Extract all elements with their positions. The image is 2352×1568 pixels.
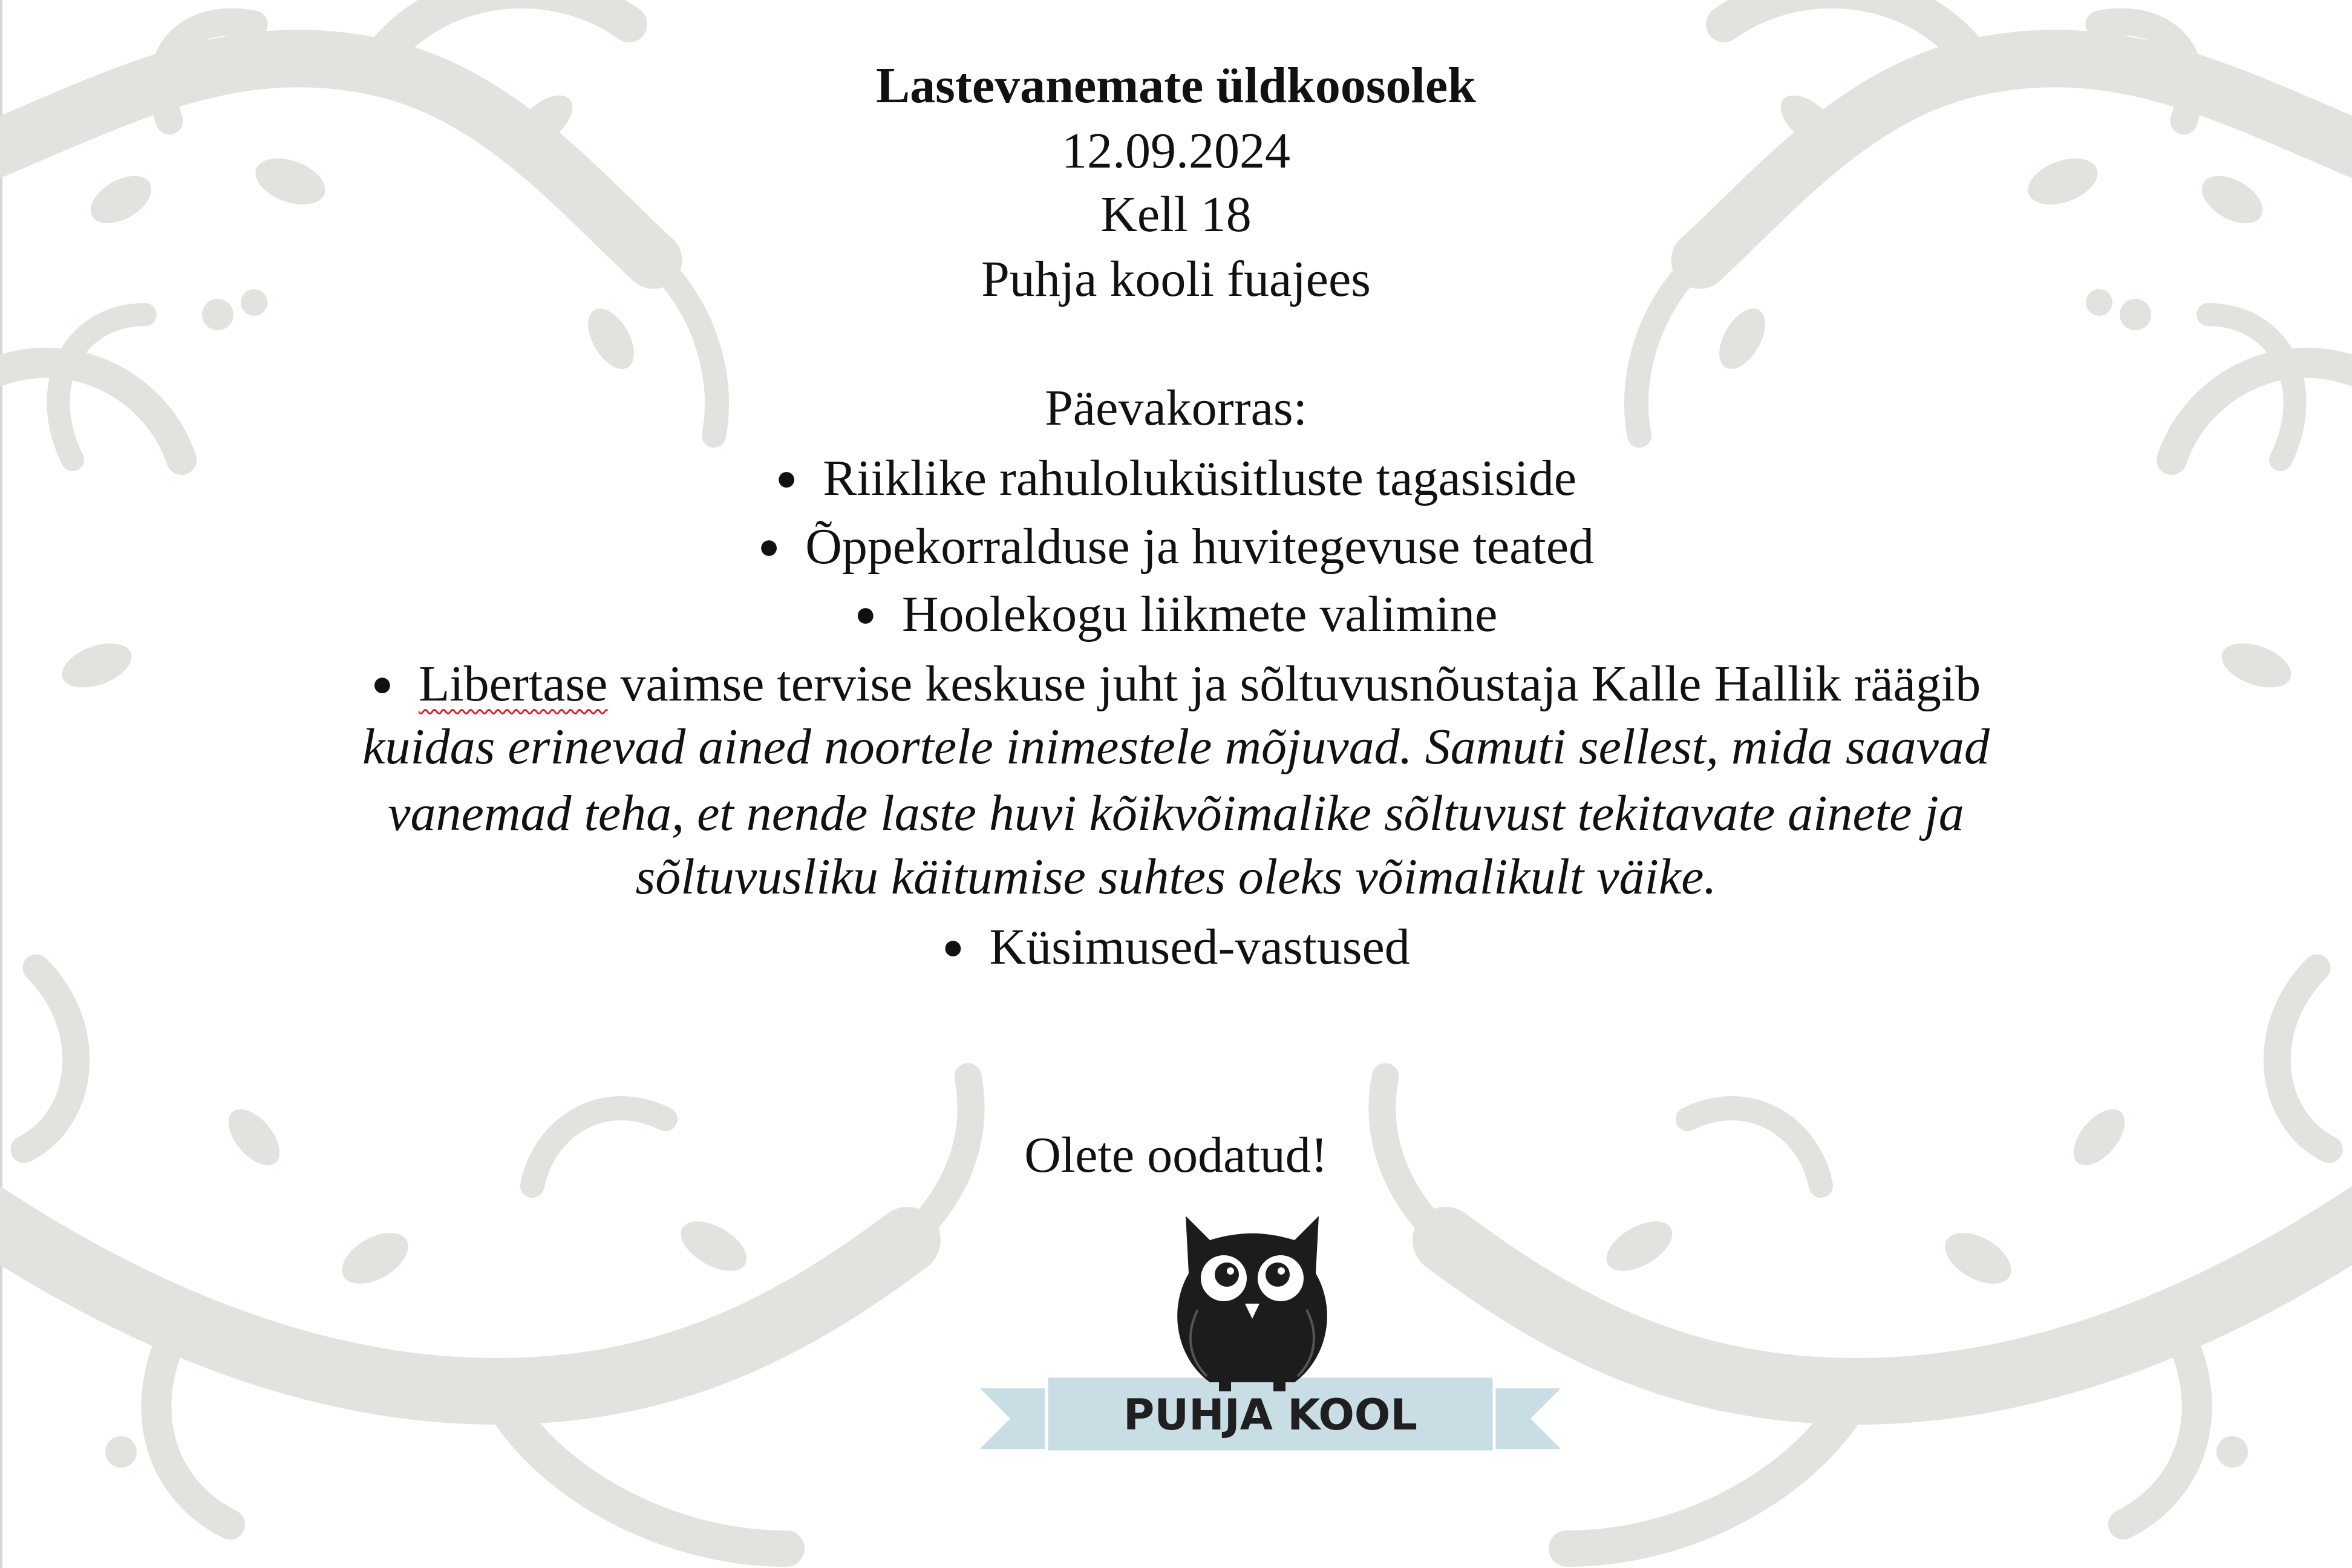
- agenda-item: [0, 916, 2352, 978]
- talk-description-line: kuidas erinevad ained noortele inimestele mõjuvad. Samuti sellest, mida saavad: [362, 719, 1990, 775]
- bullet-icon: ●: [942, 927, 964, 967]
- meeting-place: Puhja kooli fuajees: [981, 251, 1371, 307]
- talk-description-line: vanemad teha, et nende laste huvi kõikvõimalike sõltuvust tekitavate ainete ja: [388, 785, 1964, 841]
- agenda-label: Päevakorras:: [1045, 380, 1307, 436]
- agenda-item-text: Õppekorralduse ja huvitegevuse teated: [805, 518, 1595, 575]
- bullet-icon: ●: [775, 458, 798, 498]
- agenda-item-text: Hoolekogu liikmete valimine: [901, 586, 1498, 642]
- closing-text: Olete oodatud!: [1024, 1127, 1328, 1183]
- school-name: PUHJA KOOL: [1123, 1390, 1418, 1440]
- meeting-date: 12.09.2024: [1062, 123, 1290, 179]
- meeting-title: Lastevanemate üldkoosolek: [876, 57, 1476, 114]
- bullet-icon: ●: [757, 526, 780, 566]
- talk-description-line: sõltuvusliku käitumise suhtes oleks võimalikult väike.: [635, 849, 1717, 905]
- agenda-item: [0, 584, 2352, 645]
- talk-intro: vaimse tervise keskuse juht ja sõltuvusnõustaja Kalle Hallik räägib: [607, 656, 1981, 712]
- bullet-icon: ●: [371, 664, 393, 704]
- agenda-item-text: Riiklike rahuloluküsitluste tagasiside: [823, 450, 1577, 506]
- meeting-time: Kell 18: [1100, 186, 1252, 243]
- speaker-organization: Libertase: [418, 656, 608, 712]
- agenda-item-text: Küsimused-vastused: [989, 919, 1410, 975]
- owl-icon: [1177, 1216, 1327, 1391]
- agenda-item: [0, 516, 2352, 577]
- agenda-item-talk: [0, 653, 2352, 714]
- agenda-item: [0, 448, 2352, 509]
- bullet-icon: ●: [854, 594, 877, 634]
- school-logo: [980, 1207, 1561, 1521]
